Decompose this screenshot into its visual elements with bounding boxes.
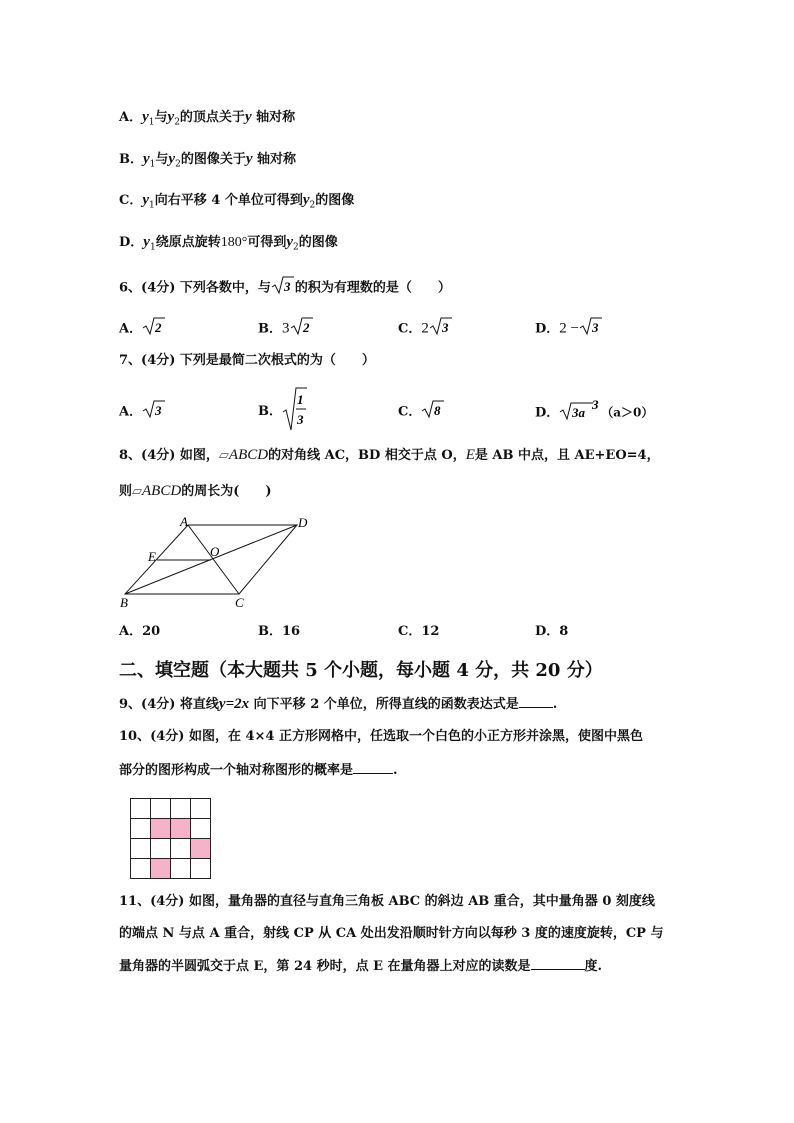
grid-cell-empty [191,799,211,819]
grid-cell-empty [171,839,191,859]
grid-cell-empty [171,799,191,819]
q11-line2: 的端点 N 与点 A 重合，射线 CP 从 CA 处出发沿顺时针方向以每秒 3 度的速度旋转，CP 与 [119,926,664,941]
grid-cell-empty [131,859,151,879]
q8-stem-line2: 则▱ABCD的周长为( ) [119,483,272,499]
q5-option-b: B．$y_1$与$y_2$的图像关于y 轴对称 [119,151,297,170]
svg-text:2: 2 [302,320,309,335]
svg-text:3: 3 [283,279,291,294]
grid-cell-empty [131,839,151,859]
grid-cell-filled [191,839,211,859]
q7-option-c: C． 8 [398,399,445,425]
label-c: C [235,595,244,610]
q5-option-a: A．$y_1$与$y_2$的顶点关于y 轴对称 [119,109,296,128]
q6-option-d: D．2 − 3 [535,316,603,342]
label-o: O [210,544,220,559]
svg-text:3: 3 [592,399,599,412]
q11-line1: 11、(4分) 如图，量角器的直径与直角三角板 ABC 的斜边 AB 重合，其中量角器 0 刻度线 [119,894,655,909]
answer-blank[interactable] [353,761,393,774]
q6-option-b: B．3 2 [258,316,314,342]
q6-option-a: A． 2 [119,316,166,342]
grid-cell-empty [151,839,171,859]
grid-cell-empty [151,799,171,819]
q7-option-d: D． 3a 3 （a＞0） [535,399,654,421]
grid-cell-empty [191,819,211,839]
label-d: D [298,515,308,530]
q11-line3: 量角器的半圆弧交于点 E，第 24 秒时，点 E 在量角器上对应的读数是 度. [119,959,603,974]
q5-option-d: D．$y_1$绕原点旋转180°可得到$y_2$的图像 [119,234,338,253]
svg-text:3: 3 [155,403,162,418]
q8-stem-line1: 8、(4分) 如图，▱ABCD的对角线 AC，BD 相交于点 O，E是 AB 中点，且 AE+EO=4， [119,447,660,463]
label-e: E [148,549,156,564]
grid-cell-filled [171,819,191,839]
section-title: 二、填空题（本大题共 5 个小题，每小题 4 分，共 20 分） [119,660,603,681]
svg-text:2: 2 [155,320,162,335]
parallelogram-figure [110,510,320,615]
q7-option-a: A． 3 [119,399,166,425]
q10-line2: 部分的图形构成一个轴对称图形的概率是 . [119,763,398,778]
sqrt-symbol [271,275,295,301]
svg-text:3a: 3a [572,405,586,420]
svg-text:3: 3 [441,320,449,335]
q10-line1: 10、(4分) 如图，在 4×4 正方形网格中，任选取一个白色的小正方形并涂黑，使图中黑色 [119,729,643,744]
grid-cell-empty [171,859,191,879]
q5-option-c: C．$y_1$向右平移 4 个单位可得到$y_2$的图像 [119,192,355,211]
q8-option-d: D．8 [535,624,569,639]
answer-blank[interactable] [519,695,553,708]
svg-text:3: 3 [297,412,304,427]
grid-cell-empty [131,819,151,839]
q6-option-c: C．2 3 [398,316,453,342]
grid-cell-filled [151,819,171,839]
q7-option-b: B． 1 3 [258,386,308,438]
q9-stem: 9、(4分) 将直线y=2x 向下平移 2 个单位，所得直线的函数表达式是 . [119,696,558,712]
label-a: A [180,514,188,529]
answer-blank[interactable] [531,957,585,970]
grid-cell-filled [151,859,171,879]
grid-cell-empty [191,859,211,879]
svg-text:8: 8 [434,403,441,418]
q8-option-a: A．20 [119,624,161,639]
svg-text:3: 3 [592,320,599,335]
label-b: B [120,595,128,610]
square-grid [130,798,211,879]
q6-stem: 6、(4分) 下列各数中，与 3 的积为有理数的是（ ） [119,275,451,301]
q8-option-c: C．12 [398,624,440,639]
q7-stem: 7、(4分) 下列是最简二次根式的为（ ） [119,353,375,368]
grid-cell-empty [131,799,151,819]
q8-option-b: B．16 [258,624,301,639]
svg-text:1: 1 [297,392,304,407]
